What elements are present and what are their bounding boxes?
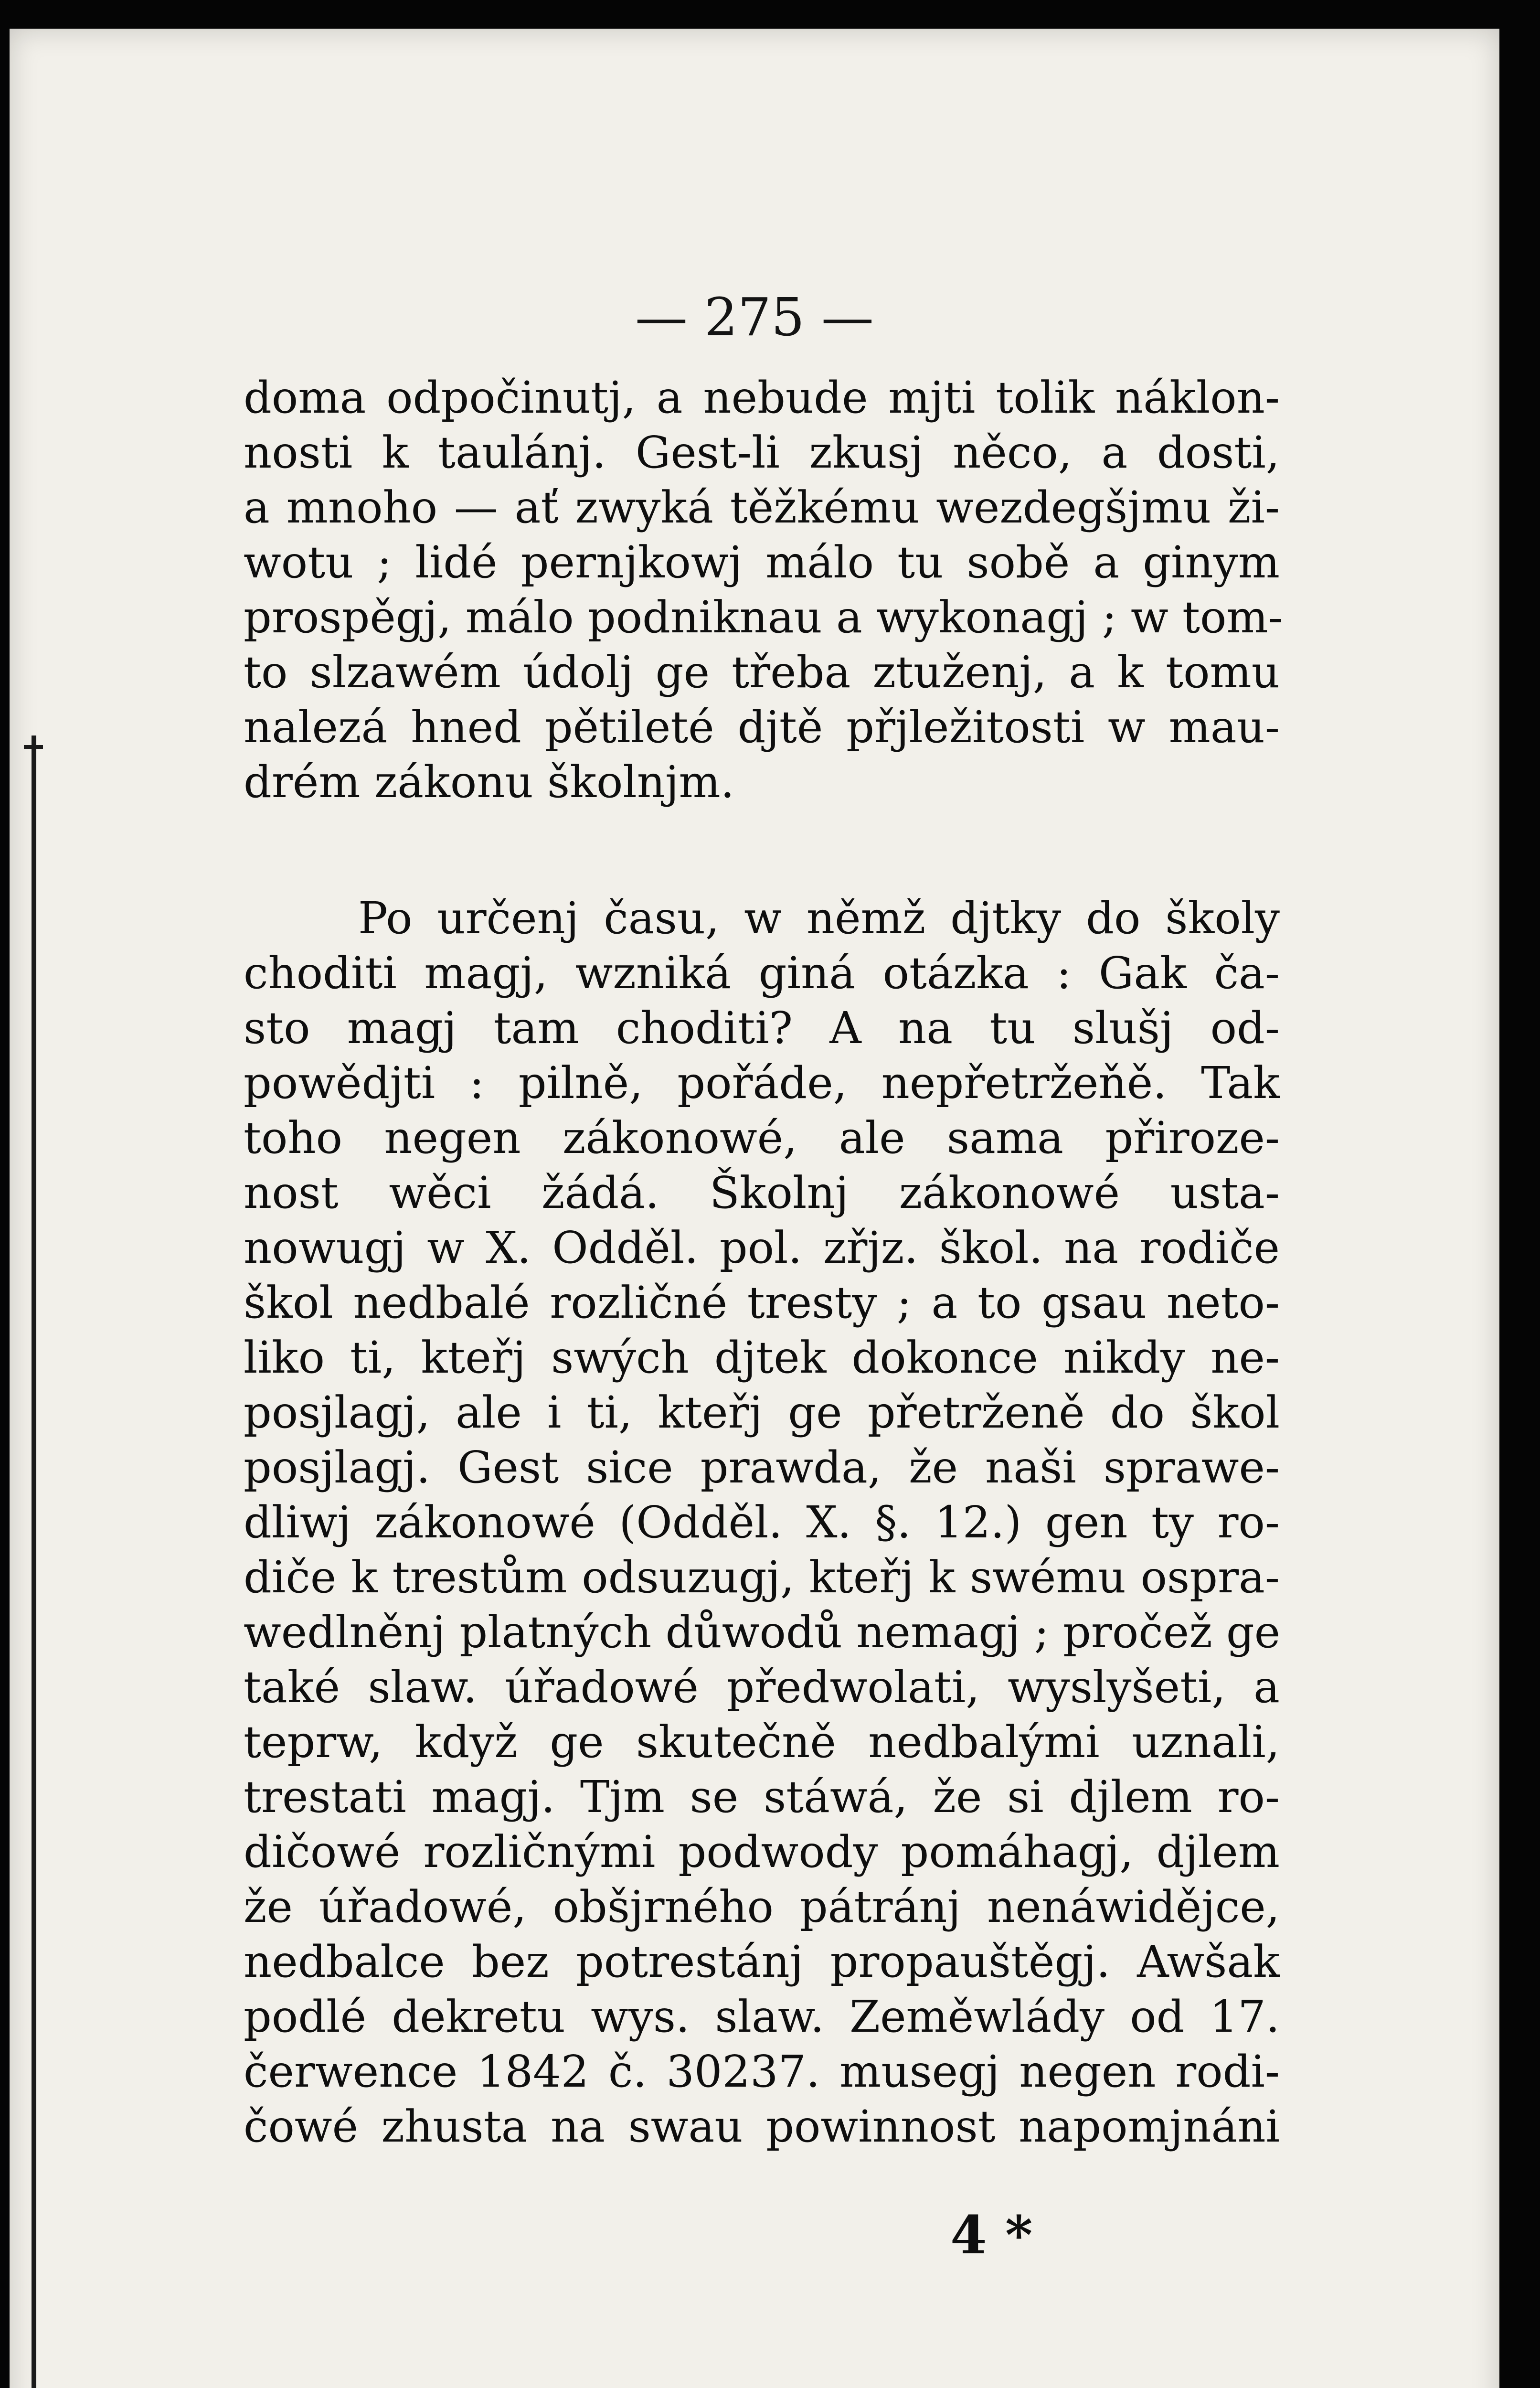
text-line: wotu ; lidé pernjkowj málo tu sobě a ginym (244, 537, 1280, 588)
text-line: nedbalce bez potrestánj propauštěgj. Awšak (244, 1936, 1280, 1987)
body-text (244, 370, 1283, 2154)
paragraph-gap (244, 810, 1280, 891)
text-line: škol nedbalé rozličné tresty ; a to gsau neto- (244, 1277, 1280, 1328)
text-line: nalezá hned pětileté djtě přjležitosti w mau- (244, 702, 1280, 753)
book-page (10, 29, 1499, 2388)
text-line: doma odpočinutj, a nebude mjti tolik náklon- (244, 372, 1280, 423)
text-line: posjlagj. Gest sice prawda, že naši sprawe- (244, 1442, 1280, 1493)
binding-edge (32, 736, 36, 2388)
text-line: trestati magj. Tjm se stáwá, že si djlem ro- (244, 1771, 1280, 1823)
text-line: drém zákonu školnjm. (244, 757, 735, 808)
text-line: to slzawém údolj ge třeba ztuženj, a k tomu (244, 647, 1280, 698)
text-line: čowé zhusta na swau powinnost napomjnáni (244, 2101, 1280, 2152)
signature-mark: 4 * (950, 2204, 1033, 2266)
text-line: že úřadowé, obšjrného pátránj nenáwidějce, (244, 1881, 1280, 1932)
text-line: dičowé rozličnými podwody pomáhagj, djlem (244, 1826, 1280, 1877)
text-line: nost wěci žádá. Školnj zákonowé usta- (244, 1167, 1280, 1218)
text-line: sto magj tam choditi? A na tu slušj od- (244, 1002, 1280, 1054)
binding-tick (24, 745, 43, 749)
text-line: powědjti : pilně, pořáde, nepřetržeňě. Tak (244, 1057, 1280, 1109)
text-line: a mnoho — ať zwyká těžkému wezdegšjmu ži- (244, 482, 1280, 533)
paragraph-1 (244, 370, 1283, 810)
text-line: čerwence 1842 č. 30237. musegj negen rodi- (244, 2046, 1280, 2097)
text-line: teprw, když ge skutečně nedbalými uznali, (244, 1716, 1280, 1768)
text-line: nosti k taulánj. Gest-li zkusj něco, a dosti, (244, 427, 1280, 478)
text-line: podlé dekretu wys. slaw. Zeměwlády od 17. (244, 1991, 1280, 2042)
text-line: také slaw. úřadowé předwolati, wyslyšeti, a (244, 1662, 1280, 1713)
page-number: — 275 — (635, 287, 874, 348)
text-line: wedlněnj platných důwodů nemagj ; pročež ge (244, 1607, 1281, 1658)
text-line: liko ti, kteřj swých djtek dokonce nikdy ne- (244, 1332, 1280, 1383)
text-line: toho negen zákonowé, ale sama přiroze- (244, 1112, 1280, 1163)
text-line: posjlagj, ale i ti, kteřj ge přetrženě do škol (244, 1387, 1280, 1438)
text-line: dliwj zákonowé (Odděl. X. §. 12.) gen ty ro- (244, 1497, 1280, 1548)
text-line: choditi magj, wzniká giná otázka : Gak ča- (244, 948, 1280, 999)
text-line: diče k trestům odsuzugj, kteřj k swému ospra- (244, 1552, 1280, 1603)
text-line: prospěgj, málo podniknau a wykonagj ; w tom- (244, 592, 1283, 643)
text-line: Po určenj času, w němž djtky do školy (358, 893, 1280, 944)
text-line: nowugj w X. Odděl. pol. zřjz. škol. na rodiče (244, 1222, 1280, 1273)
paragraph-2 (244, 891, 1280, 2154)
